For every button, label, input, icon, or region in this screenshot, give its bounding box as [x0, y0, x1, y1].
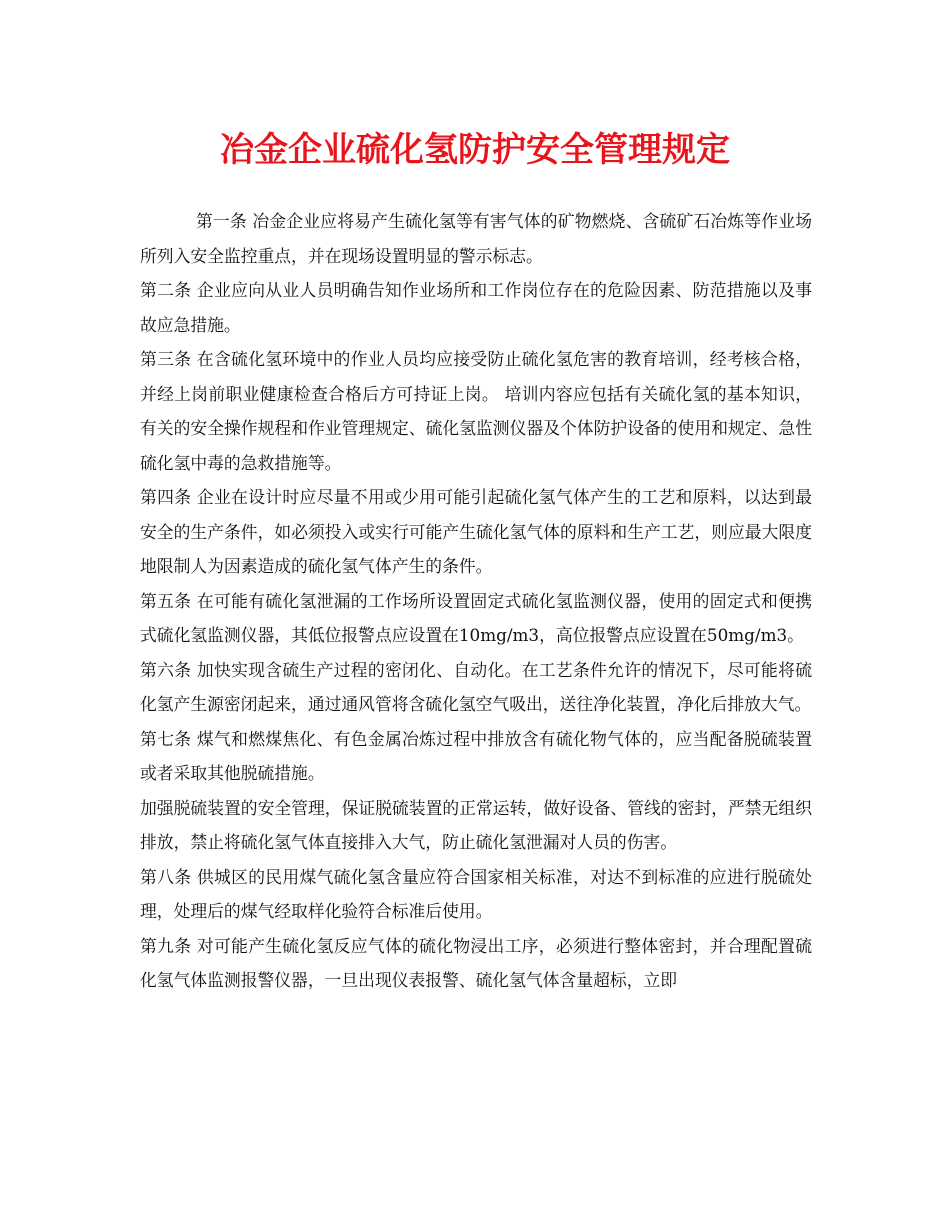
article-8-paragraph: 第八条 供城区的民用煤气硫化氢含量应符合国家相关标准，对达不到标准的应进行脱硫处理，处理后的煤气经取样化验符合标准后使用。: [140, 866, 812, 921]
document-body: [140, 204, 812, 998]
article-4-paragraph: 第四条 企业在设计时应尽量不用或少用可能引起硫化氢气体产生的工艺和原料，以达到最安全的生产条件，如必须投入或实行可能产生硫化氢气体的原料和生产工艺，则应最大限度地限制人为因素造成的硫化氢气体产生的条件。: [140, 487, 812, 576]
article-6-paragraph: 第六条 加快实现含硫生产过程的密闭化、自动化。在工艺条件允许的情况下，尽可能将硫化氢产生源密闭起来，通过通风管将含硫化氢空气吸出，送往净化装置，净化后排放大气。: [140, 659, 812, 714]
article-3-paragraph: 第三条 在含硫化氢环境中的作业人员均应接受防止硫化氢危害的教育培训，经考核合格，并经上岗前职业健康检查合格后方可持证上岗。 培训内容应包括有关硫化氢的基本知识，有关的安全操作规程和作业管理规定、硫化氢监测仪器及个体防护设备的使用和规定、急性硫化氢中毒的急救措施等。: [140, 349, 812, 473]
article-9-paragraph: 第九条 对可能产生硫化氢反应气体的硫化物浸出工序，必须进行整体密封，并合理配置硫化氢气体监测报警仪器，一旦出现仪表报警、硫化氢气体含量超标，立即: [140, 935, 812, 990]
article-1-paragraph: 第一条 冶金企业应将易产生硫化氢等有害气体的矿物燃烧、含硫矿石冶炼等作业场所列入安全监控重点，并在现场设置明显的警示标志。: [140, 211, 812, 266]
article-7-continuation-paragraph: 加强脱硫装置的安全管理，保证脱硫装置的正常运转，做好设备、管线的密封，严禁无组织排放，禁止将硫化氢气体直接排入大气，防止硫化氢泄漏对人员的伤害。: [140, 797, 812, 852]
article-2-paragraph: 第二条 企业应向从业人员明确告知作业场所和工作岗位存在的危险因素、防范措施以及事故应急措施。: [140, 280, 812, 335]
document-title: 冶金企业硫化氢防护安全管理规定: [220, 130, 730, 170]
article-5-paragraph: 第五条 在可能有硫化氢泄漏的工作场所设置固定式硫化氢监测仪器，使用的固定式和便携式硫化氢监测仪器，其低位报警点应设置在10mg/m3，高位报警点应设置在50mg/m3。: [140, 590, 812, 645]
article-7-paragraph: 第七条 煤气和燃煤焦化、有色金属冶炼过程中排放含有硫化物气体的，应当配备脱硫装置或者采取其他脱硫措施。: [140, 728, 812, 783]
